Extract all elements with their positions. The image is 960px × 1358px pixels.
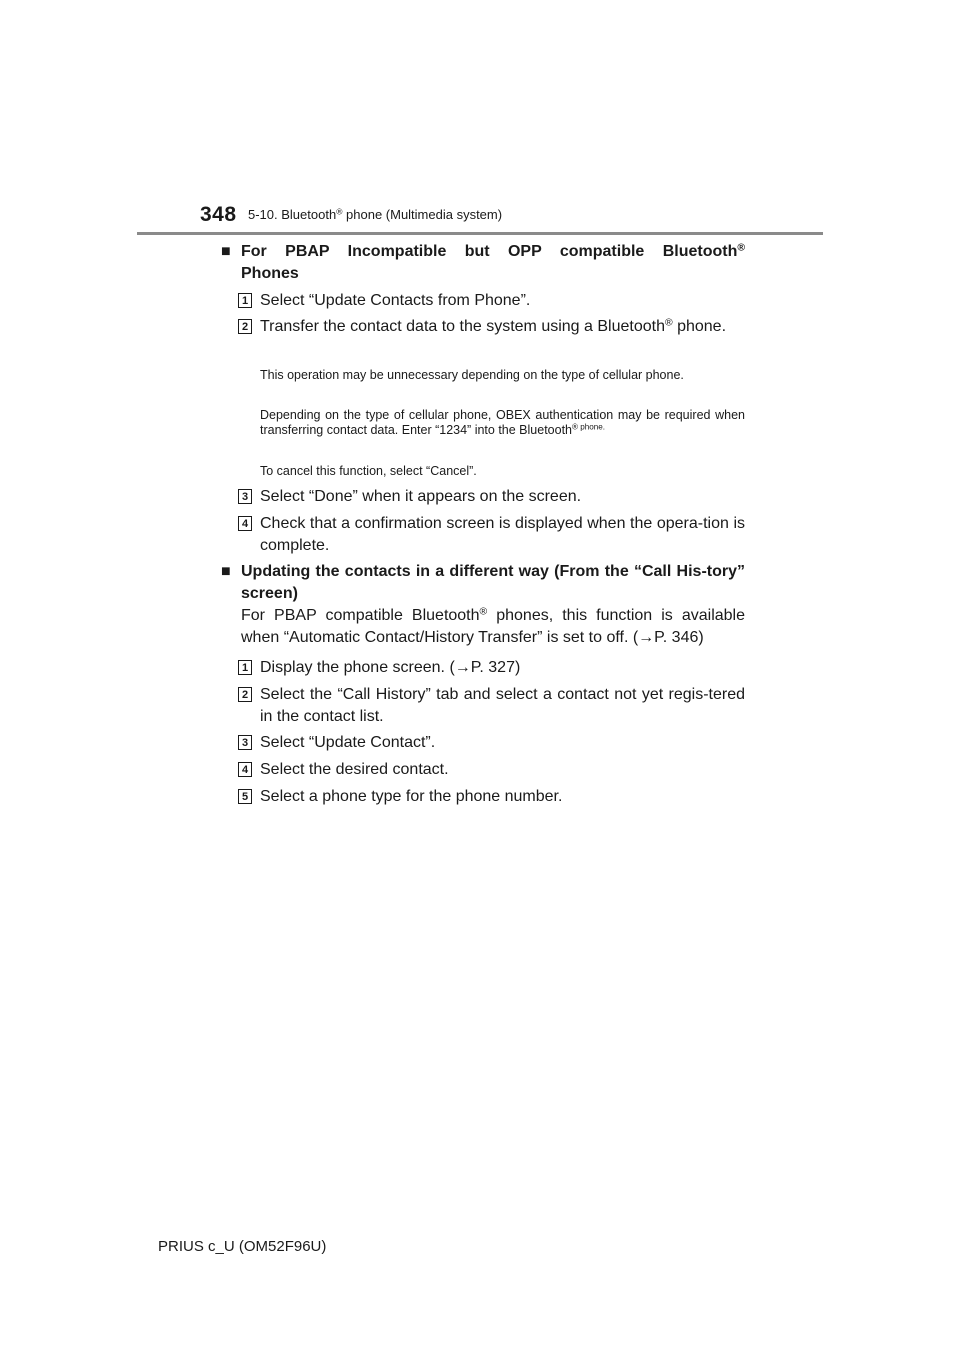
note-text: Depending on the type of cellular phone, OBEX authentication may be required when transferring contact data. Enter “1234” into the Bluetooth$^{® phone.}$ [260,408,745,437]
registered-mark: ® [479,606,488,618]
note-text: This operation may be unnecessary depending on the type of cellular phone. [260,368,684,382]
step-text: Select “Done” when it appears on the screen. [260,488,582,505]
section1-heading-line1: For PBAP Incompatible but OPP compatible Bluetooth® [241,242,745,260]
step-number-badge: 1 [238,293,252,308]
section-title-prefix: 5-10. Bluetooth [248,207,337,222]
registered-mark: ® [664,317,673,329]
section2-heading-text: Updating the contacts in a different way (From the “Call His-tory” screen) [241,563,745,602]
step-text: Select “Update Contact”. [260,734,436,751]
step-item [238,786,745,808]
step-item [238,513,745,557]
note-text: To cancel this function, select “Cancel”. [260,464,477,478]
step-number-badge: 2 [238,319,252,334]
step-item [238,486,745,508]
footer-model-code: PRIUS c_U (OM52F96U) [158,1238,327,1255]
page-number: 348 [200,203,237,226]
square-bullet-icon: ■ [221,563,231,580]
header-divider [137,232,823,235]
step-item [238,657,745,679]
section1-heading-line2: Phones [241,265,299,282]
step-number-badge: 4 [238,516,252,531]
step-item [238,732,745,754]
registered-mark: ® [737,242,745,254]
step-text: Transfer the contact data to the system using a Bluetooth® phone. [260,317,727,335]
step-text: Select a phone type for the phone number. [260,788,563,805]
step-item [238,684,745,728]
step-number-badge: 3 [238,489,252,504]
step-number-badge: 1 [238,660,252,675]
section2-heading [221,561,745,605]
square-bullet-icon: ■ [221,243,231,260]
section1-heading [221,241,745,285]
step-number-badge: 2 [238,687,252,702]
step-text: Check that a confirmation screen is displayed when the opera-tion is complete. [260,515,745,554]
section-title-suffix: phone (Multimedia system) [342,207,503,222]
step-text: Display the phone screen. (→P. 327) [260,659,521,676]
step-item [238,290,745,312]
step-text: Select the desired contact. [260,761,449,778]
step-text: Select the “Call History” tab and select a contact not yet regis-tered in the contact list. [260,686,745,725]
step-item [238,316,745,338]
registered-mark: ® [336,206,343,217]
section-title [248,207,502,222]
step-text: Select “Update Contacts from Phone”. [260,292,531,309]
step-number-badge: 4 [238,762,252,777]
step-item [238,759,745,781]
section2-intro: For PBAP compatible Bluetooth® phones, this function is available when “Automatic Contact/History Transfer” is set to off. (→P. 346) [241,606,746,646]
step-number-badge: 5 [238,789,252,804]
step-number-badge: 3 [238,735,252,750]
